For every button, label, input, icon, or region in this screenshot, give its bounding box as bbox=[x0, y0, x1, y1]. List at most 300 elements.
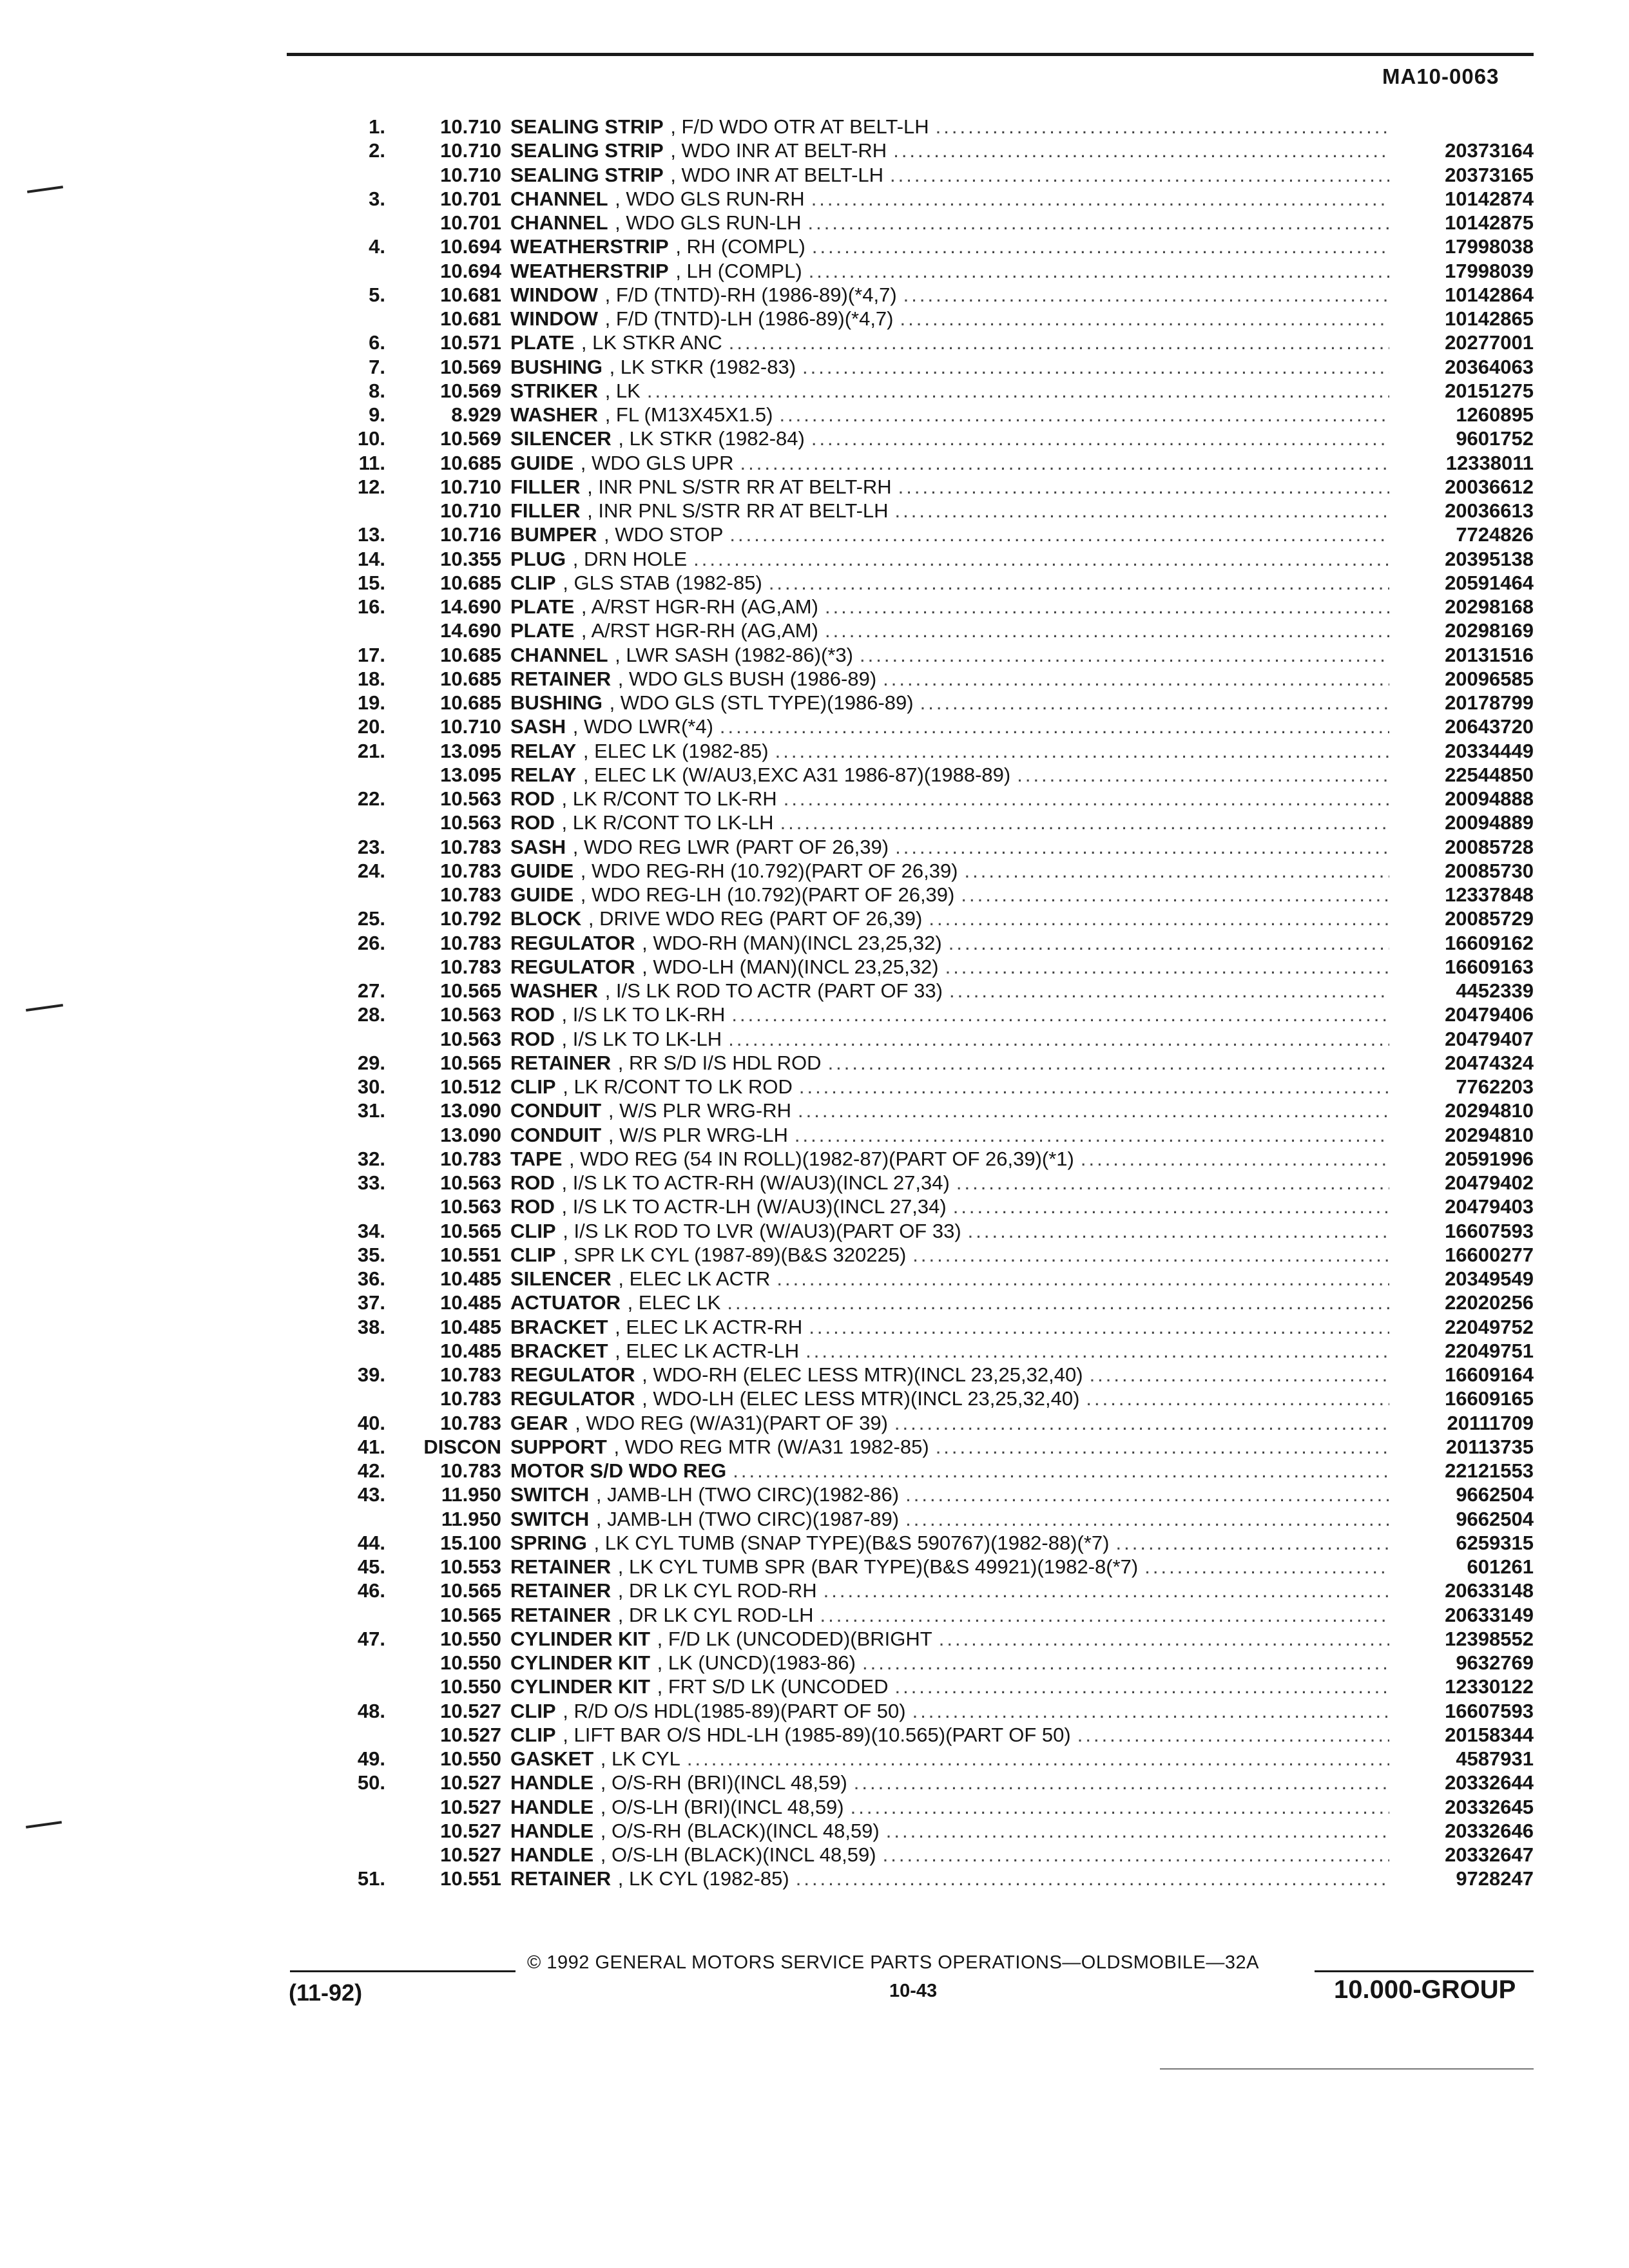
part-description: , LWR SASH (1982-86)(*3) bbox=[610, 643, 853, 667]
group-number: 10.565 bbox=[440, 1219, 501, 1242]
part-number: 20332647 bbox=[1445, 1843, 1534, 1866]
part-name: WASHER bbox=[510, 403, 599, 426]
part-description: , F/D (TNTD)-LH (1986-89)(*4,7) bbox=[599, 307, 893, 331]
dot-leader bbox=[731, 1003, 1389, 1026]
dot-leader bbox=[796, 1867, 1389, 1890]
part-description: , LK R/CONT TO LK-LH bbox=[556, 811, 774, 834]
group-number: 10.571 bbox=[440, 331, 501, 354]
dot-leader bbox=[1086, 1387, 1389, 1410]
part-name: ACTUATOR bbox=[510, 1291, 621, 1314]
part-description: , INR PNL S/STR RR AT BELT-LH bbox=[582, 499, 889, 523]
part-row bbox=[290, 571, 1534, 595]
group-number: 10.783 bbox=[440, 859, 501, 882]
part-name: SASH bbox=[510, 715, 566, 738]
part-row bbox=[290, 523, 1534, 546]
part-name: SWITCH bbox=[510, 1483, 590, 1506]
dot-leader bbox=[798, 1099, 1389, 1122]
part-row bbox=[290, 1699, 1534, 1723]
part-description: , JAMB-LH (TWO CIRC)(1987-89) bbox=[590, 1507, 899, 1531]
part-name: WINDOW bbox=[510, 307, 599, 330]
part-description: , LK (UNCD)(1983-86) bbox=[651, 1651, 856, 1675]
ref-number: 10. bbox=[357, 427, 385, 450]
part-name: ROD bbox=[510, 811, 555, 834]
group-number: 10.685 bbox=[440, 691, 501, 714]
part-description: , LK R/CONT TO LK-RH bbox=[556, 787, 777, 811]
part-row bbox=[290, 283, 1534, 307]
part-number: 20094889 bbox=[1445, 811, 1534, 834]
group-number: 8.929 bbox=[451, 403, 501, 426]
part-name: CLIP bbox=[510, 571, 556, 594]
group-number: 10.550 bbox=[440, 1627, 501, 1650]
part-name: BUSHING bbox=[510, 355, 602, 378]
part-row bbox=[290, 1531, 1534, 1555]
part-row bbox=[290, 1435, 1534, 1459]
group-number: DISCON bbox=[423, 1435, 501, 1458]
part-description: , F/D (TNTD)-RH (1986-89)(*4,7) bbox=[599, 283, 897, 307]
part-row bbox=[290, 1027, 1534, 1051]
part-number: 10142864 bbox=[1445, 283, 1534, 306]
group-number: 10.710 bbox=[440, 499, 501, 522]
part-row bbox=[290, 331, 1534, 354]
part-number: 16600277 bbox=[1445, 1243, 1534, 1266]
part-description: , WDO REG LWR (PART OF 26,39) bbox=[567, 835, 889, 859]
part-description: , DRIVE WDO REG (PART OF 26,39) bbox=[583, 907, 922, 930]
part-number: 12398552 bbox=[1445, 1627, 1534, 1650]
ref-number: 45. bbox=[357, 1555, 385, 1578]
part-number: 20479403 bbox=[1445, 1195, 1534, 1218]
part-row bbox=[290, 643, 1534, 667]
part-row bbox=[290, 1339, 1534, 1363]
dot-leader bbox=[1077, 1723, 1389, 1747]
part-number: 10142865 bbox=[1445, 307, 1534, 330]
part-row bbox=[290, 1555, 1534, 1579]
dot-leader bbox=[811, 427, 1389, 450]
part-description: , DR LK CYL ROD-RH bbox=[612, 1579, 817, 1602]
part-number: 20373165 bbox=[1445, 163, 1534, 186]
part-name: RETAINER bbox=[510, 667, 612, 690]
ref-number: 36. bbox=[357, 1267, 385, 1290]
group-number: 10.685 bbox=[440, 571, 501, 594]
ref-number: 9. bbox=[369, 403, 385, 426]
part-name: CLIP bbox=[510, 1699, 556, 1722]
part-name: SEALING STRIP bbox=[510, 163, 664, 186]
group-number: 10.783 bbox=[440, 955, 501, 978]
group-number: 10.710 bbox=[440, 163, 501, 186]
part-description: , I/S LK TO ACTR-RH (W/AU3)(INCL 27,34) bbox=[556, 1171, 950, 1195]
part-number: 10142874 bbox=[1445, 187, 1534, 210]
ref-number: 46. bbox=[357, 1579, 385, 1602]
dot-leader bbox=[809, 1315, 1389, 1339]
ref-number: 8. bbox=[369, 379, 385, 402]
part-name: CLIP bbox=[510, 1723, 556, 1746]
part-row bbox=[290, 1747, 1534, 1771]
part-number: 22020256 bbox=[1445, 1291, 1534, 1314]
part-name: CLIP bbox=[510, 1219, 556, 1242]
ref-number: 15. bbox=[357, 571, 385, 594]
group-number: 10.569 bbox=[440, 355, 501, 378]
ref-number: 43. bbox=[357, 1483, 385, 1506]
part-description: , WDO-RH (MAN)(INCL 23,25,32) bbox=[636, 931, 941, 955]
part-number: 20479402 bbox=[1445, 1171, 1534, 1194]
top-rule bbox=[287, 53, 1534, 56]
ref-number: 47. bbox=[357, 1627, 385, 1650]
part-description: , WDO REG (W/A31)(PART OF 39) bbox=[570, 1411, 888, 1435]
part-row bbox=[290, 451, 1534, 475]
part-row bbox=[290, 355, 1534, 379]
part-name: PLUG bbox=[510, 547, 566, 570]
group-number: 10.694 bbox=[440, 235, 501, 258]
dot-leader bbox=[860, 643, 1389, 667]
dot-leader bbox=[893, 139, 1389, 162]
ref-number: 34. bbox=[357, 1219, 385, 1242]
part-number: 16609163 bbox=[1445, 955, 1534, 978]
dot-leader bbox=[883, 667, 1389, 691]
part-row bbox=[290, 835, 1534, 859]
part-name: HANDLE bbox=[510, 1843, 594, 1866]
part-number: 20096585 bbox=[1445, 667, 1534, 690]
part-number: 9662504 bbox=[1456, 1483, 1534, 1506]
footer-rule-left bbox=[290, 1970, 516, 1972]
part-description: , GLS STAB (1982-85) bbox=[557, 571, 762, 595]
part-name: REGULATOR bbox=[510, 931, 635, 954]
ref-number: 42. bbox=[357, 1459, 385, 1482]
dot-leader bbox=[905, 1483, 1389, 1506]
group-number: 10.485 bbox=[440, 1267, 501, 1290]
dot-leader bbox=[890, 163, 1389, 187]
part-name: REGULATOR bbox=[510, 1387, 635, 1410]
ref-number: 50. bbox=[357, 1771, 385, 1794]
dot-leader bbox=[894, 1675, 1389, 1698]
dot-leader bbox=[729, 523, 1389, 546]
group-number: 13.095 bbox=[440, 739, 501, 762]
part-row bbox=[290, 1723, 1534, 1747]
group-number: 10.710 bbox=[440, 475, 501, 498]
group-number: 10.355 bbox=[440, 547, 501, 570]
part-row bbox=[290, 1651, 1534, 1675]
part-number: 20151275 bbox=[1445, 379, 1534, 402]
dot-leader bbox=[828, 1051, 1389, 1075]
part-description: , O/S-LH (BRI)(INCL 48,59) bbox=[595, 1795, 843, 1819]
part-description: , I/S LK ROD TO ACTR (PART OF 33) bbox=[599, 979, 943, 1003]
part-description: , ELEC LK bbox=[622, 1291, 720, 1314]
group-number: 11.950 bbox=[441, 1483, 501, 1506]
part-row bbox=[290, 475, 1534, 499]
part-row bbox=[290, 1075, 1534, 1099]
ref-number: 48. bbox=[357, 1699, 385, 1722]
part-number: 20113735 bbox=[1445, 1435, 1534, 1458]
part-number: 4452339 bbox=[1456, 979, 1534, 1002]
part-description: , I/S LK TO LK-RH bbox=[556, 1003, 725, 1026]
part-row bbox=[290, 1147, 1534, 1171]
dot-leader bbox=[920, 691, 1389, 715]
dot-leader bbox=[780, 811, 1389, 834]
group-number: 10.565 bbox=[440, 979, 501, 1002]
ref-number: 2. bbox=[369, 139, 385, 162]
part-description: , DRN HOLE bbox=[567, 547, 687, 571]
dot-leader bbox=[898, 475, 1389, 499]
ref-number: 31. bbox=[357, 1099, 385, 1122]
part-description: , WDO INR AT BELT-RH bbox=[665, 139, 887, 162]
part-description: , WDO GLS BUSH (1986-89) bbox=[612, 667, 876, 691]
part-number: 20085729 bbox=[1445, 907, 1534, 930]
ref-number: 30. bbox=[357, 1075, 385, 1098]
part-name: CLIP bbox=[510, 1075, 556, 1098]
part-name: CHANNEL bbox=[510, 211, 608, 234]
dot-leader bbox=[895, 499, 1389, 523]
part-number: 20643720 bbox=[1445, 715, 1534, 738]
part-description: , WDO GLS (STL TYPE)(1986-89) bbox=[604, 691, 914, 715]
part-row bbox=[290, 211, 1534, 235]
ref-number: 7. bbox=[369, 355, 385, 378]
part-description: , WDO GLS UPR bbox=[575, 451, 733, 475]
group-number: 15.100 bbox=[440, 1531, 501, 1554]
part-name: WINDOW bbox=[510, 283, 599, 306]
part-name: CHANNEL bbox=[510, 187, 608, 210]
part-row bbox=[290, 1123, 1534, 1147]
part-name: HANDLE bbox=[510, 1819, 594, 1842]
part-number: 20349549 bbox=[1445, 1267, 1534, 1290]
part-name: MOTOR S/D WDO REG bbox=[510, 1459, 727, 1482]
dot-leader bbox=[905, 1507, 1389, 1531]
part-row bbox=[290, 955, 1534, 979]
part-description: , WDO REG-RH (10.792)(PART OF 26,39) bbox=[575, 859, 958, 883]
group-number: 10.527 bbox=[440, 1843, 501, 1866]
part-number: 20085728 bbox=[1445, 835, 1534, 858]
part-number: 9632769 bbox=[1456, 1651, 1534, 1674]
ref-number: 38. bbox=[357, 1315, 385, 1338]
ref-number: 26. bbox=[357, 931, 385, 954]
group-number: 10.783 bbox=[440, 1459, 501, 1482]
part-number: 20298169 bbox=[1445, 619, 1534, 642]
part-row bbox=[290, 715, 1534, 738]
part-name: GUIDE bbox=[510, 859, 574, 882]
part-description: , F/D WDO OTR AT BELT-LH bbox=[665, 115, 929, 139]
ref-number: 40. bbox=[357, 1411, 385, 1434]
part-row bbox=[290, 1507, 1534, 1531]
dot-leader bbox=[1090, 1363, 1389, 1387]
part-row bbox=[290, 1483, 1534, 1506]
part-number: 7724826 bbox=[1456, 523, 1534, 546]
part-description: , WDO REG-LH (10.792)(PART OF 26,39) bbox=[575, 883, 954, 907]
dot-leader bbox=[900, 307, 1390, 331]
part-number: 20178799 bbox=[1445, 691, 1534, 714]
group-number: 10.485 bbox=[440, 1315, 501, 1338]
group-number: 10.710 bbox=[440, 715, 501, 738]
part-number: 7762203 bbox=[1456, 1075, 1534, 1098]
part-name: GUIDE bbox=[510, 883, 574, 906]
dot-leader bbox=[961, 883, 1389, 907]
part-row bbox=[290, 1291, 1534, 1314]
dot-leader bbox=[720, 715, 1389, 738]
ref-number: 13. bbox=[357, 523, 385, 546]
group-number: 10.783 bbox=[440, 931, 501, 954]
part-description: , LK STKR ANC bbox=[575, 331, 722, 354]
part-description: , RH (COMPL) bbox=[670, 235, 805, 258]
part-description: , LK R/CONT TO LK ROD bbox=[557, 1075, 793, 1099]
group-number: 14.690 bbox=[440, 595, 501, 618]
part-row bbox=[290, 1387, 1534, 1410]
part-name: WEATHERSTRIP bbox=[510, 259, 669, 282]
footer-rule-right bbox=[1315, 1970, 1534, 1972]
dot-leader bbox=[687, 1747, 1389, 1771]
part-name: HANDLE bbox=[510, 1771, 594, 1794]
binding-hole-mark bbox=[27, 186, 63, 193]
dot-leader bbox=[776, 1267, 1389, 1291]
dot-leader bbox=[854, 1771, 1389, 1794]
part-row bbox=[290, 1315, 1534, 1339]
dot-leader bbox=[825, 595, 1389, 619]
part-row bbox=[290, 547, 1534, 571]
dot-leader bbox=[945, 955, 1389, 979]
dot-leader bbox=[953, 1195, 1389, 1218]
part-description: , WDO LWR(*4) bbox=[567, 715, 713, 738]
part-name: SILENCER bbox=[510, 427, 612, 450]
dot-leader bbox=[903, 283, 1389, 307]
dot-leader bbox=[912, 1243, 1389, 1267]
group-number: 10.527 bbox=[440, 1771, 501, 1794]
group-number: 10.783 bbox=[440, 883, 501, 906]
dot-leader bbox=[1017, 763, 1389, 787]
dot-leader bbox=[936, 1435, 1389, 1459]
part-description: , A/RST HGR-RH (AG,AM) bbox=[575, 619, 818, 642]
part-number: 9601752 bbox=[1456, 427, 1534, 450]
part-number: 17998038 bbox=[1445, 235, 1534, 258]
part-name: ROD bbox=[510, 787, 555, 810]
ref-number: 19. bbox=[357, 691, 385, 714]
part-description: , WDO-LH (ELEC LESS MTR)(INCL 23,25,32,40) bbox=[636, 1387, 1079, 1410]
part-name: GUIDE bbox=[510, 451, 574, 474]
group-number: 10.485 bbox=[440, 1291, 501, 1314]
part-name: REGULATOR bbox=[510, 1363, 635, 1386]
part-name: RETAINER bbox=[510, 1603, 612, 1626]
part-name: CYLINDER KIT bbox=[510, 1651, 650, 1674]
group-number: 10.565 bbox=[440, 1579, 501, 1602]
part-description: , RR S/D I/S HDL ROD bbox=[612, 1051, 821, 1075]
ref-number: 25. bbox=[357, 907, 385, 930]
dot-leader bbox=[929, 907, 1389, 930]
ref-number: 49. bbox=[357, 1747, 385, 1770]
group-number: 10.685 bbox=[440, 643, 501, 666]
part-name: CYLINDER KIT bbox=[510, 1627, 650, 1650]
part-number: 20633149 bbox=[1445, 1603, 1534, 1626]
ref-number: 1. bbox=[369, 115, 385, 138]
part-description: , FRT S/D LK (UNCODED bbox=[651, 1675, 888, 1698]
part-description: , WDO-LH (MAN)(INCL 23,25,32) bbox=[636, 955, 938, 979]
part-description: , O/S-RH (BLACK)(INCL 48,59) bbox=[595, 1819, 880, 1843]
part-name: ROD bbox=[510, 1171, 555, 1194]
part-row bbox=[290, 595, 1534, 619]
part-number: 16609162 bbox=[1445, 931, 1534, 954]
group-number: 10.553 bbox=[440, 1555, 501, 1578]
part-row bbox=[290, 1459, 1534, 1483]
part-name: SASH bbox=[510, 835, 566, 858]
dot-leader bbox=[968, 1219, 1389, 1243]
group-number: 10.551 bbox=[440, 1243, 501, 1266]
group-number: 13.095 bbox=[440, 763, 501, 786]
part-row bbox=[290, 499, 1534, 523]
part-name: FILLER bbox=[510, 475, 581, 498]
part-number: 22121553 bbox=[1445, 1459, 1534, 1482]
part-number: 9728247 bbox=[1456, 1867, 1534, 1890]
part-description: , WDO REG (54 IN ROLL)(1982-87)(PART OF 26,39)(*1) bbox=[563, 1147, 1074, 1171]
ref-number: 3. bbox=[369, 187, 385, 210]
part-number: 12330122 bbox=[1445, 1675, 1534, 1698]
part-name: SEALING STRIP bbox=[510, 139, 664, 162]
part-row bbox=[290, 667, 1534, 691]
part-name: FILLER bbox=[510, 499, 581, 522]
group-number: 10.783 bbox=[440, 1363, 501, 1386]
dot-leader bbox=[729, 331, 1389, 354]
part-name: PLATE bbox=[510, 331, 575, 354]
part-number: 20332645 bbox=[1445, 1795, 1534, 1818]
part-name: ROD bbox=[510, 1195, 555, 1218]
part-row bbox=[290, 883, 1534, 907]
part-number: 20158344 bbox=[1445, 1723, 1534, 1746]
group-number: 10.701 bbox=[440, 211, 501, 234]
dot-leader bbox=[949, 979, 1389, 1003]
part-description: , ELEC LK ACTR-LH bbox=[610, 1339, 800, 1363]
part-row bbox=[290, 1819, 1534, 1843]
ref-number: 5. bbox=[369, 283, 385, 306]
part-name: PLATE bbox=[510, 595, 575, 618]
dot-leader bbox=[824, 1579, 1389, 1602]
dot-leader bbox=[795, 1123, 1389, 1147]
ref-number: 23. bbox=[357, 835, 385, 858]
ref-number: 18. bbox=[357, 667, 385, 690]
part-number: 20294810 bbox=[1445, 1099, 1534, 1122]
dot-leader bbox=[740, 451, 1390, 475]
dot-leader bbox=[1144, 1555, 1389, 1579]
ref-number: 4. bbox=[369, 235, 385, 258]
dot-leader bbox=[808, 211, 1389, 235]
part-name: BRACKET bbox=[510, 1315, 608, 1338]
dot-leader bbox=[894, 1411, 1389, 1435]
dot-leader bbox=[886, 1819, 1389, 1843]
part-number: 16609165 bbox=[1445, 1387, 1534, 1410]
ref-number: 20. bbox=[357, 715, 385, 738]
ref-number: 29. bbox=[357, 1051, 385, 1074]
part-number: 20395138 bbox=[1445, 547, 1534, 570]
part-description: , WDO STOP bbox=[598, 523, 723, 546]
dot-leader bbox=[728, 1027, 1389, 1051]
part-row bbox=[290, 1003, 1534, 1026]
dot-leader bbox=[949, 931, 1389, 955]
part-row bbox=[290, 907, 1534, 930]
dot-leader bbox=[820, 1603, 1389, 1627]
part-number: 16607593 bbox=[1445, 1219, 1534, 1242]
document-code: MA10-0063 bbox=[1382, 64, 1499, 88]
part-number: 10142875 bbox=[1445, 211, 1534, 234]
part-name: RETAINER bbox=[510, 1579, 612, 1602]
group-number: 10.783 bbox=[440, 1411, 501, 1434]
scan-line-mark bbox=[1160, 2068, 1534, 2070]
part-row bbox=[290, 1843, 1534, 1867]
part-row bbox=[290, 1051, 1534, 1075]
part-number: 20364063 bbox=[1445, 355, 1534, 378]
part-row bbox=[290, 235, 1534, 258]
group-number: 10.527 bbox=[440, 1819, 501, 1842]
group-number: 13.090 bbox=[440, 1123, 501, 1146]
group-number: 10.550 bbox=[440, 1651, 501, 1674]
ref-number: 24. bbox=[357, 859, 385, 882]
dot-leader bbox=[825, 619, 1389, 642]
part-number: 20294810 bbox=[1445, 1123, 1534, 1146]
ref-number: 11. bbox=[358, 451, 385, 474]
part-description: , LH (COMPL) bbox=[670, 259, 802, 283]
group-number: 10.551 bbox=[440, 1867, 501, 1890]
ref-number: 21. bbox=[357, 739, 385, 762]
ref-number: 27. bbox=[357, 979, 385, 1002]
